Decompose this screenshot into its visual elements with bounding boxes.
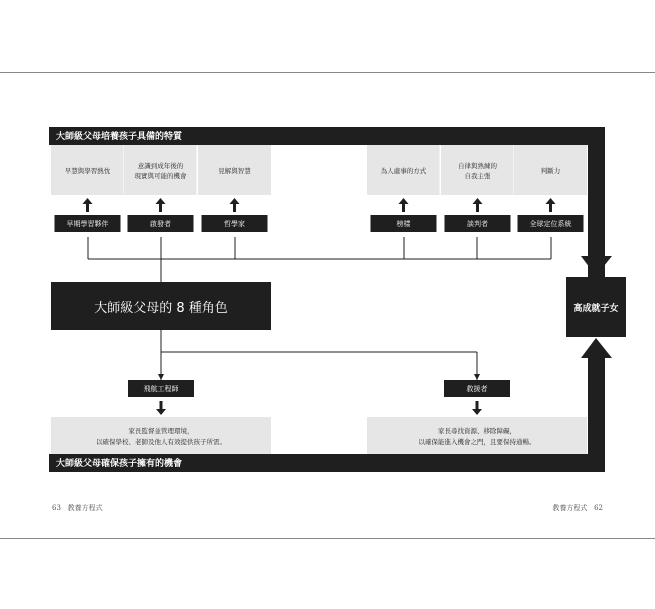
arrow-up-icon bbox=[230, 198, 240, 204]
role-label: 救援者 bbox=[466, 385, 488, 393]
trait-text: 意識到成年後的 bbox=[137, 162, 184, 170]
trait-text: 為人處事的方式 bbox=[380, 167, 427, 175]
traits-row bbox=[51, 145, 587, 195]
running-title-left: 教養方程式 bbox=[67, 504, 103, 512]
role-label: 啟發者 bbox=[150, 220, 171, 228]
page-number-left: 63 bbox=[52, 504, 61, 512]
up-arrow-to-outcome bbox=[581, 338, 612, 358]
arrow-down-shaft bbox=[160, 401, 163, 409]
role-label: 榜樣 bbox=[396, 220, 411, 228]
roles-top-row bbox=[55, 198, 584, 232]
top-banner-text: 大師級父母培養孩子具備的特質 bbox=[56, 132, 183, 142]
opportunity-text: 家長尋找資源、移除障礙， bbox=[438, 427, 516, 435]
arrow-down-shaft bbox=[476, 401, 479, 409]
arrow-up-shaft bbox=[233, 204, 236, 212]
page-number-right: 62 bbox=[594, 504, 603, 512]
arrow-up-shaft bbox=[159, 204, 162, 212]
connector-arrowheads bbox=[158, 374, 480, 380]
trait-panel bbox=[124, 145, 197, 195]
arrow-up-icon bbox=[473, 198, 483, 204]
trait-panel bbox=[441, 145, 514, 195]
opportunity-text: 以確保學校、老師及他人有效提供孩子所需。 bbox=[96, 438, 226, 446]
role-label: 全球定位系統 bbox=[529, 220, 572, 228]
role-label: 飛航工程師 bbox=[143, 385, 179, 393]
running-title-right: 教養方程式 bbox=[552, 504, 588, 512]
footer-left bbox=[52, 503, 103, 513]
footer-right bbox=[552, 503, 603, 513]
trait-text: 見解與智慧 bbox=[218, 167, 251, 175]
trait-text: 判斷力 bbox=[540, 167, 561, 175]
arrow-up-shaft bbox=[86, 204, 89, 212]
opportunity-text: 家長監督並管理環境， bbox=[128, 427, 194, 435]
opportunity-panel bbox=[51, 417, 271, 454]
trait-text: 自我主張 bbox=[464, 172, 491, 180]
role-label: 談判者 bbox=[467, 220, 488, 228]
center-title-text: 大師級父母的 8 種角色 bbox=[94, 301, 228, 316]
arrow-up-icon bbox=[156, 198, 166, 204]
down-arrow-to-outcome bbox=[581, 256, 612, 276]
trait-text: 現實與可能的機會 bbox=[134, 172, 187, 180]
opportunity-text: 以確保能進入機會之門，且要保持通暢。 bbox=[418, 438, 536, 446]
role-label: 早期學習夥伴 bbox=[66, 220, 109, 228]
trait-text: 自律與熟練的 bbox=[458, 162, 497, 170]
arrow-up-icon bbox=[546, 198, 556, 204]
diagram bbox=[0, 73, 655, 538]
opportunities-row bbox=[51, 380, 587, 454]
book-spread bbox=[0, 72, 655, 539]
arrow-up-icon bbox=[83, 198, 93, 204]
trait-text: 早慧與學習熱忱 bbox=[64, 167, 111, 175]
arrow-up-shaft bbox=[402, 204, 405, 212]
bottom-right-connector bbox=[588, 353, 605, 472]
arrow-up-icon bbox=[399, 198, 409, 204]
arrow-down-icon bbox=[472, 409, 482, 415]
role-label: 哲學家 bbox=[224, 220, 245, 228]
arrow-up-shaft bbox=[476, 204, 479, 212]
opportunity-panel bbox=[367, 417, 587, 454]
arrow-up-shaft bbox=[549, 204, 552, 212]
outcome-text: 高成就子女 bbox=[573, 304, 619, 314]
bottom-banner-text: 大師級父母確保孩子擁有的機會 bbox=[56, 459, 183, 469]
arrow-down-icon bbox=[156, 409, 166, 415]
